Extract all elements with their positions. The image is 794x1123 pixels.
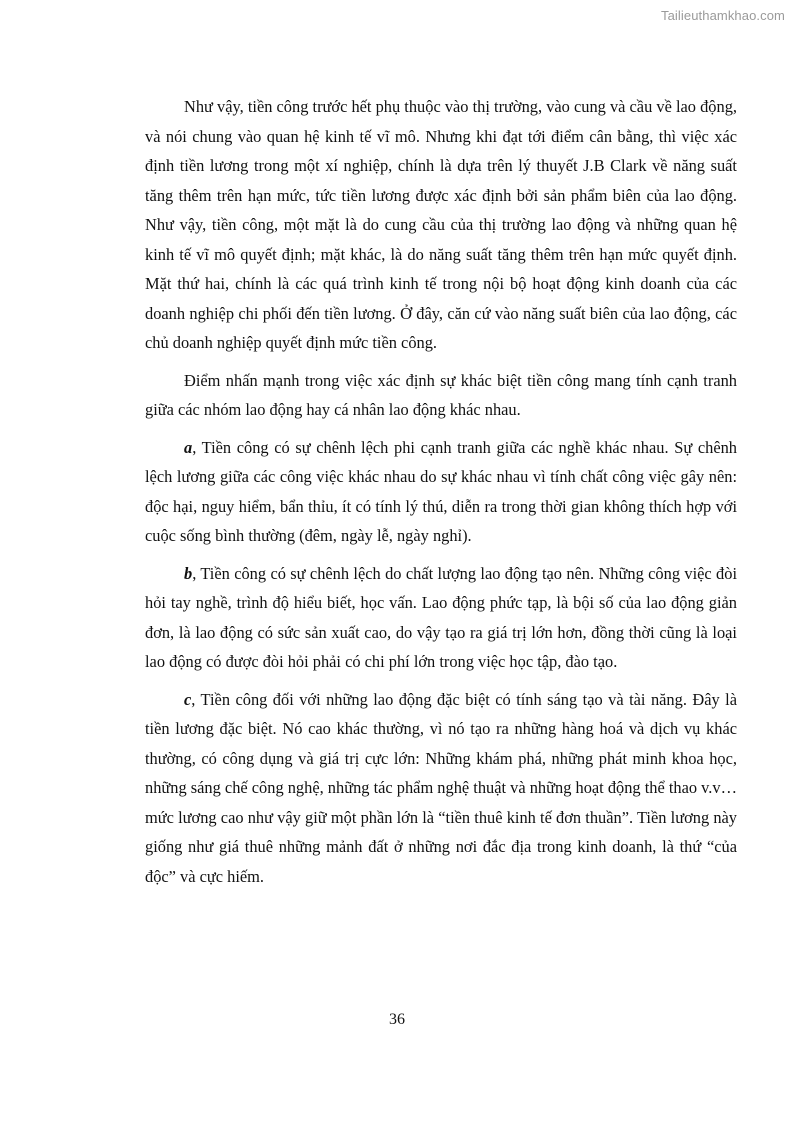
paragraph-item-c (145, 685, 737, 892)
paragraph-emphasis (145, 366, 737, 425)
item-marker: c (184, 689, 192, 709)
item-marker: b (184, 563, 193, 583)
item-marker: a (184, 437, 193, 457)
page-number: 36 (389, 1011, 405, 1028)
paragraph-text: , Tiền công đối với những lao động đặc biệt có tính sáng tạo và tài năng. Đây là tiền lương đặc biệt. Nó cao khác thường, vì nó tạo ra những hàng hoá và dịch vụ khác thường, có công dụng và giá trị cực lớn: Những khám phá, những phát minh khoa học, những sáng chế công nghệ, những tác phẩm nghệ thuật và những hoạt động thể thao v.v… mức lương cao như vậy giữ một phần lớn là “tiền thuê kinh tế đơn thuần”. Tiền lương này giống như giá thuê những mảnh đất ở những nơi đắc địa trong kinh doanh, là thứ “của độc” và cực hiếm. (145, 689, 737, 886)
paragraph-text: , Tiền công có sự chênh lệch do chất lượng lao động tạo nên. Những công việc đòi hỏi tay nghề, trình độ hiểu biết, học vấn. Lao động phức tạp, là bội số của lao động giản đơn, là lao động có sức sản xuất cao, do vậy tạo ra giá trị lớn hơn, đồng thời cũng là loại lao động có được đòi hỏi phải có chi phí lớn trong việc học tập, đào tạo. (145, 563, 737, 671)
document-body (145, 92, 737, 891)
watermark-text: Tailieuthamkhao.com (660, 8, 785, 23)
paragraph-intro (145, 92, 737, 358)
paragraph-text: Điểm nhấn mạnh trong việc xác định sự khác biệt tiền công mang tính cạnh tranh giữa các nhóm lao động hay cá nhân lao động khác nhau. (145, 370, 737, 419)
paragraph-item-a (145, 433, 737, 551)
paragraph-item-b (145, 559, 737, 677)
paragraph-text: Như vậy, tiền công trước hết phụ thuộc vào thị trường, vào cung và cầu về lao động, và nói chung vào quan hệ kinh tế vĩ mô. Nhưng khi đạt tới điểm cân bằng, thì việc xác định tiền lương trong một xí nghiệp, chính là dựa trên lý thuyết J.B Clark về năng suất tăng thêm trên hạn mức, tức tiền lương được xác định bởi sản phẩm biên của lao động. Như vậy, tiền công, một mặt là do cung cầu của thị trường lao động và những quan hệ kinh tế vĩ mô quyết định; mặt khác, là do năng suất tăng thêm trên hạn mức quyết định. Mặt thứ hai, chính là các quá trình kinh tế trong nội bộ hoạt động kinh doanh của các doanh nghiệp chi phối đến tiền lương. Ở đây, căn cứ vào năng suất biên của lao động, các chủ doanh nghiệp quyết định mức tiền công. (145, 97, 737, 352)
paragraph-text: , Tiền công có sự chênh lệch phi cạnh tranh giữa các nghề khác nhau. Sự chênh lệch lương giữa các công việc khác nhau do sự khác nhau vì tính chất công việc gây nên: độc hại, nguy hiểm, bẩn thỉu, ít có tính lý thú, diễn ra trong thời gian không thích hợp với cuộc sống bình thường (đêm, ngày lễ, ngày nghỉ). (145, 437, 737, 545)
